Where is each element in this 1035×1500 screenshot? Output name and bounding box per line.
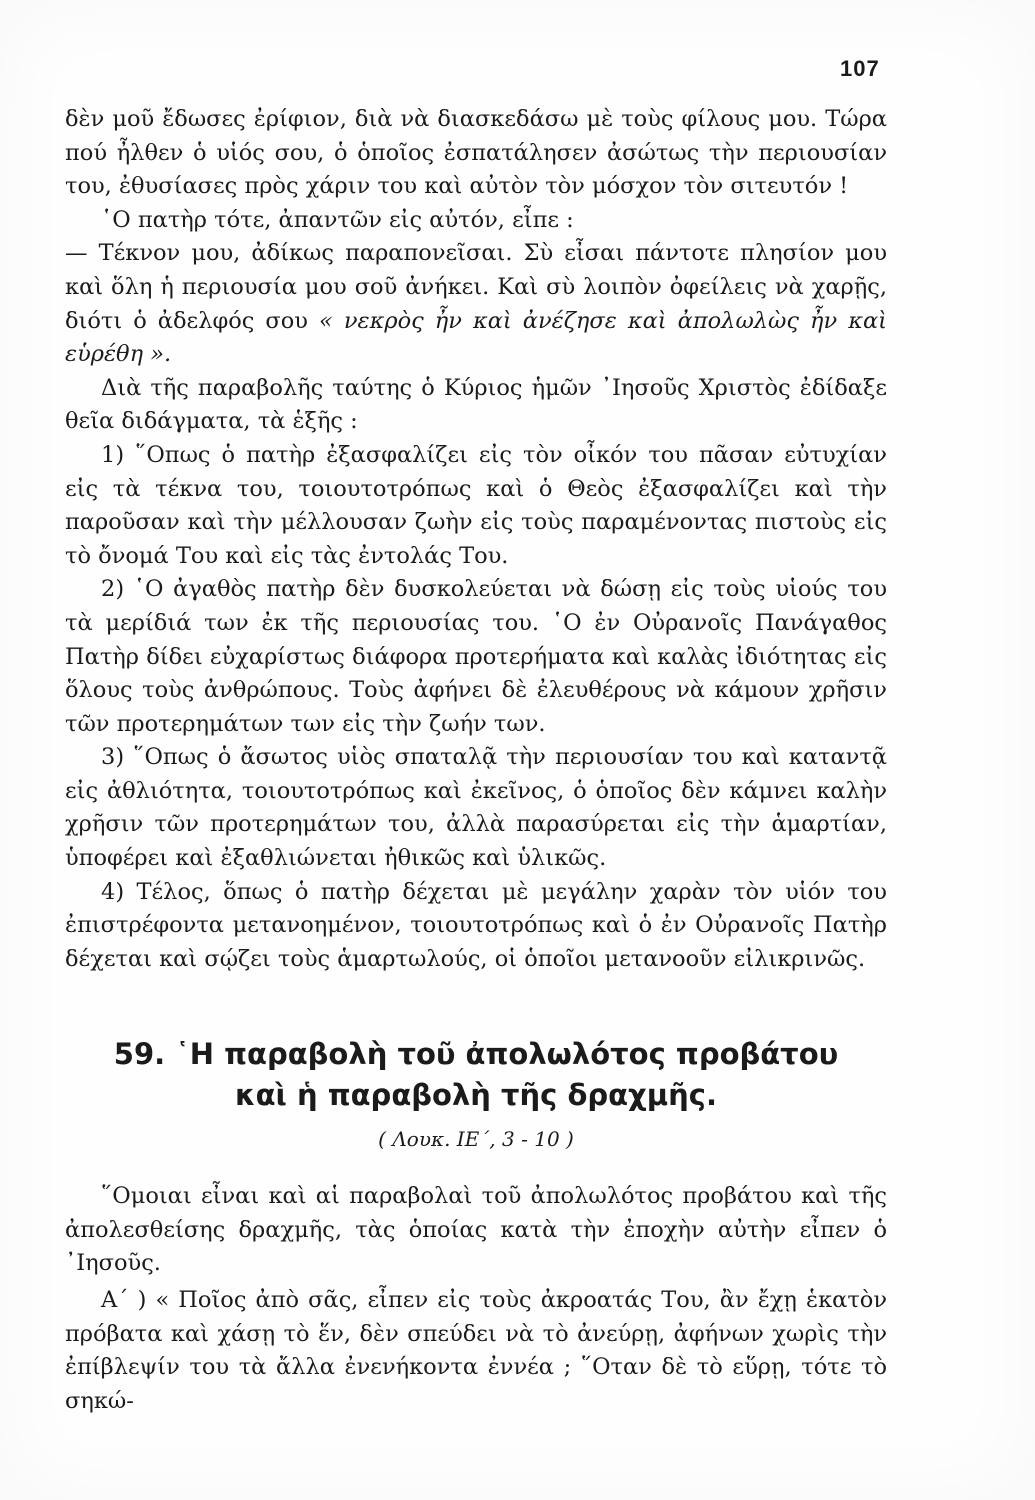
paragraph-lesson-3: 3) ῞Οπως ὁ ἄσωτος υἱὸς σπαταλᾷ τὴν περιουσίαν του καὶ καταντᾷ εἰς ἀθλιότητα, τοιουτοτρόπως καὶ ἐκεῖνος, ὁ ὁποῖος δὲν κάμνει καλὴν χρῆσιν τῶν προτερημάτων του, ἀλλὰ παρασύρεται εἰς τὴν ἁμαρτίαν, ὑποφέρει καὶ ἐξαθλιώνεται ἠθικῶς καὶ ὑλικῶς. (65, 744, 887, 872)
section-heading-line-1: 59. ῾Η παραβολὴ τοῦ ἀπολωλότος προβάτου (113, 1037, 839, 1071)
scripture-reference: ( Λουκ. ΙΕ΄, 3 - 10 ) (378, 1127, 574, 1151)
paragraph-lesson-4: 4) Τέλος, ὅπως ὁ πατὴρ δέχεται μὲ μεγάλην χαρὰν τὸν υἱόν του ἐπιστρέφοντα μετανοημένον, τοιουτοτρόπως καὶ ὁ ἐν Οὐρανοῖς Πατὴρ δέχεται καὶ σῴζει τοὺς ἁμαρτωλούς, οἱ ὁποῖοι μετανοοῦν εἰλικρινῶς. (65, 878, 887, 972)
section-heading-line-2: καὶ ἡ παραβολὴ τῆς δραχμῆς. (235, 1078, 717, 1112)
paragraph-lessons-intro: Διὰ τῆς παραβολῆς ταύτης ὁ Κύριος ἡμῶν ᾽Ιησοῦς Χριστὸς ἐδίδαξε θεῖα διδάγματα, τὰ ἑξῆς : (65, 374, 887, 435)
paragraph-father-answers: ῾Ο πατὴρ τότε, ἀπαντῶν εἰς αὐτόν, εἶπε : (101, 206, 574, 233)
paragraph-father-speech (65, 237, 887, 371)
paragraph-lesson-1: 1) ῞Οπως ὁ πατὴρ ἐξασφαλίζει εἰς τὸν οἶκόν του πᾶσαν εὐτυχίαν εἰς τὰ τέκνα του, τοιουτοτρόπως καὶ ὁ Θεὸς ἐξασφαλίζει καὶ τὴν παροῦσαν καὶ τὴν μέλλουσαν ζωὴν εἰς τοὺς παραμένοντας πιστοὺς εἰς τὸ ὄνομά Του καὶ εἰς τὰς ἐντολάς Του. (65, 441, 887, 569)
section-part-a (65, 1284, 887, 1418)
father-speech-text: — Τέκνον μου, ἀδίκως παραπονεῖσαι. Σὺ εἶσαι πάντοτε πλησίον μου καὶ ὅλη ἡ περιουσία μου σοῦ ἀνήκει. Καὶ σὺ λοιπὸν ὀφείλεις νὰ χαρῇς, διότι ὁ ἀδελφός σου (65, 240, 887, 334)
section-heading (65, 1034, 887, 1116)
page-number: 107 (840, 56, 880, 81)
father-speech-quote: « νεκρὸς ἦν καὶ ἀνέζησε καὶ ἀπολωλὼς ἦν καὶ εὑρέθη ». (65, 307, 887, 368)
paragraph-part-a: Α΄ ) « Ποῖος ἀπὸ σᾶς, εἶπεν εἰς τοὺς ἀκροατάς Του, ἂν ἔχῃ ἑκατὸν πρόβατα καὶ χάσῃ τὸ ἕν, δὲν σπεύδει νὰ τὸ ἀνεύρῃ, ἀφήνων χωρὶς τὴν ἐπίβλεψίν του τὰ ἄλλα ἐνενήκοντα ἐννέα ; ῞Οταν δὲ τὸ εὕρῃ, τότε τὸ σηκώ- (65, 1287, 887, 1414)
section-intro (65, 1180, 887, 1281)
body-text-top (65, 103, 887, 976)
paragraph-complaint: δὲν μοῦ ἔδωσες ἐρίφιον, διὰ νὰ διασκεδάσω μὲ τοὺς φίλους μου. Τώρα πού ἦλθεν ὁ υἱός σου, ὁ ὁποῖος ἐσπατάλησεν ἀσώτως τὴν περιουσίαν του, ἐθυσίασες πρὸς χάριν του καὶ αὐτὸν τὸν μόσχον τὸν σιτευτόν ! (65, 106, 887, 200)
paragraph-section-intro: ῞Ομοιαι εἶναι καὶ αἱ παραβολαὶ τοῦ ἀπολωλότος προβάτου καὶ τῆς ἀπολεσθείσης δραχμῆς, τὰς ὁποίας κατὰ τὴν ἐποχὴν αὐτὴν εἶπεν ὁ ᾽Ιησοῦς. (65, 1183, 887, 1277)
paragraph-lesson-2: 2) ῾Ο ἀγαθὸς πατὴρ δὲν δυσκολεύεται νὰ δώσῃ εἰς τοὺς υἱούς του τὰ μερίδιά των ἐκ τῆς περιουσίας του. ῾Ο ἐν Οὐρανοῖς Πανάγαθος Πατὴρ δίδει εὐχαρίστως διάφορα προτερήματα καὶ καλὰς ἰδιότητας εἰς ὅλους τοὺς ἀνθρώπους. Τοὺς ἀφήνει δὲ ἐλευθέρους νὰ κάμουν χρῆσιν τῶν προτερημάτων των εἰς τὴν ζωήν των. (65, 576, 887, 737)
